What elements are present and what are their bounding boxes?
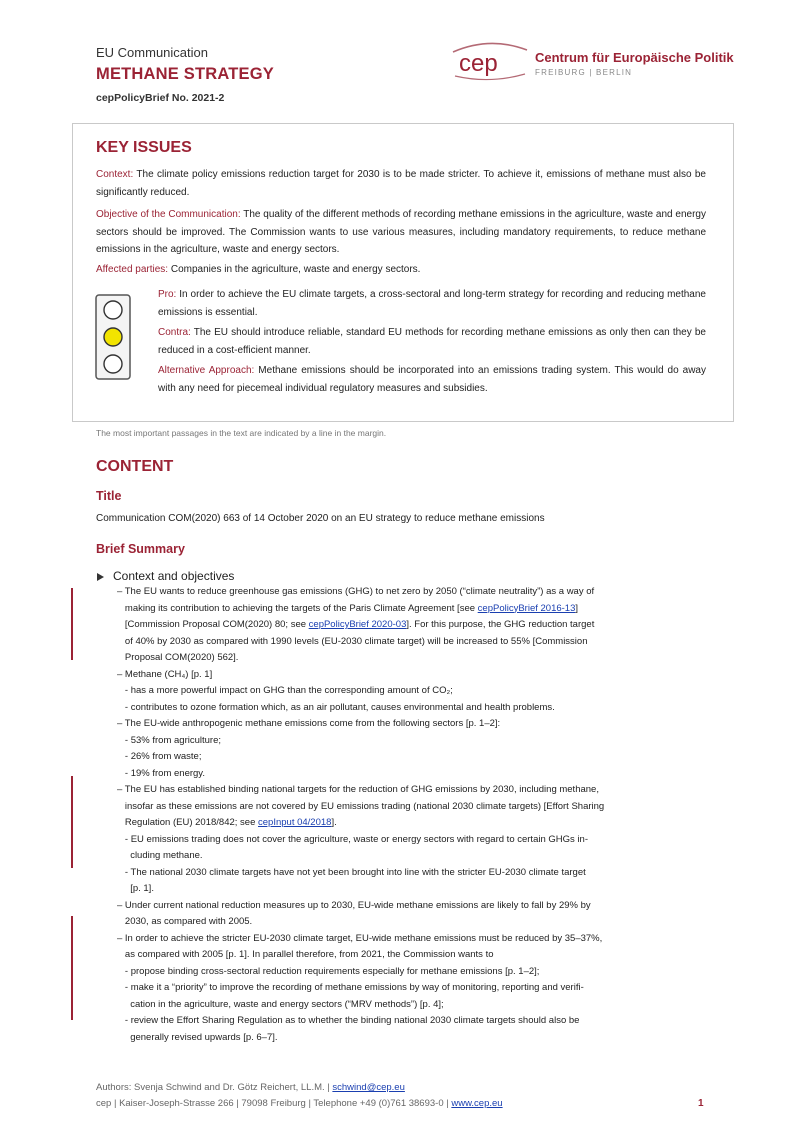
- summary-line: [117, 1013, 707, 1030]
- summary-line-text: insofar as these emissions are not covered by EU emissions trading (national 2030 climate targets) [Effort Sharing: [117, 800, 605, 812]
- summary-heading: Brief Summary: [96, 542, 185, 556]
- summary-line: [117, 601, 707, 618]
- summary-line-text: generally revised upwards [p. 6–7].: [117, 1031, 278, 1043]
- alternative-paragraph: [158, 362, 706, 397]
- footer-address: [96, 1098, 503, 1109]
- traffic-light-icon: [95, 294, 131, 380]
- summary-line-text: making its contribution to achieving the targets of the Paris Climate Agreement [see: [117, 602, 478, 614]
- title-text: Communication COM(2020) 663 of 14 October 2020 on an EU strategy to reduce methane emissions: [96, 513, 545, 524]
- context-objectives-heading: Context and objectives: [113, 569, 235, 583]
- footer-authors: [96, 1082, 405, 1093]
- reference-link[interactable]: cepPolicyBrief 2016-13: [477, 602, 576, 614]
- summary-line: [117, 733, 707, 750]
- summary-line: [117, 799, 707, 816]
- summary-line-text: – The EU has established binding national targets for the reduction of GHG emissions by 2030, including methane,: [117, 784, 599, 795]
- traffic-light-bottom: [104, 355, 122, 373]
- logo-text: cep: [459, 50, 498, 77]
- summary-line: [117, 914, 707, 931]
- document-series: EU Communication: [96, 45, 208, 60]
- summary-line: [117, 898, 707, 915]
- summary-line: [117, 650, 707, 667]
- traffic-light-top: [104, 301, 122, 319]
- summary-line-text: - contributes to ozone formation which, as an air pollutant, causes environmental and health problems.: [117, 701, 555, 713]
- context-text: The climate policy emissions reduction target for 2030 is to be made stricter. To achieve it, emissions of methane must also be significantly reduced.: [96, 169, 706, 198]
- pro-text: In order to achieve the EU climate targets, a cross-sectoral and long-term strategy for recording and reducing methane emissions is essential.: [158, 289, 706, 318]
- affected-paragraph: [96, 261, 706, 279]
- reference-link[interactable]: cepPolicyBrief 2020-03: [308, 619, 407, 630]
- key-issues-heading: KEY ISSUES: [96, 139, 192, 156]
- brief-number: cepPolicyBrief No. 2021-2: [96, 92, 225, 104]
- margin-line: [71, 916, 73, 1020]
- summary-line-text: - has a more powerful impact on GHG than the corresponding amount of CO₂;: [117, 685, 453, 696]
- summary-line: [117, 634, 707, 651]
- contra-paragraph: [158, 324, 706, 359]
- summary-line: [117, 832, 707, 849]
- summary-line-text: cation in the agriculture, waste and energy sectors (“MRV methods”) [p. 4];: [117, 998, 444, 1010]
- org-name: Centrum für Europäische Politik: [535, 50, 734, 65]
- authors-text: Authors: Svenja Schwind and Dr. Götz Reichert, LL.M. |: [96, 1082, 333, 1093]
- summary-line: [117, 980, 707, 997]
- summary-line: [117, 1030, 707, 1047]
- summary-line-text: [Commission Proposal COM(2020) 80; see: [117, 619, 309, 630]
- summary-line-text: of 40% by 2030 as compared with 1990 levels (EU-2030 climate target) will be increased to 55% [Commission: [117, 635, 588, 647]
- summary-line-text: – Under current national reduction measures up to 2030, EU-wide methane emissions are likely to fall by 29% by: [117, 899, 591, 911]
- title-heading: Title: [96, 489, 122, 503]
- objective-text: The quality of the different methods of recording methane emissions in the agriculture, waste and energy sectors should be improved. The Commission wants to use various measures, including mandatory requirements, to reduce methane emissions in the agriculture, waste and energy sectors.: [96, 209, 706, 255]
- objective-paragraph: [96, 206, 706, 259]
- margin-line: [71, 776, 73, 868]
- affected-text: Companies in the agriculture, waste and energy sectors.: [168, 264, 421, 275]
- summary-line-text: – The EU wants to reduce greenhouse gas emissions (GHG) to net zero by 2050 (“climate neutrality”) as a way of: [117, 586, 595, 597]
- summary-line-text: – The EU-wide anthropogenic methane emissions come from the following sectors [p. 1–2]:: [117, 718, 501, 729]
- summary-line-text: - The national 2030 climate targets have not yet been brought into line with the stricter EU-2030 climate target: [117, 866, 586, 878]
- summary-line-text: - 53% from agriculture;: [117, 734, 222, 746]
- summary-line-text: as compared with 2005 [p. 1]. In parallel therefore, from 2021, the Commission wants to: [117, 949, 494, 960]
- margin-line: [71, 588, 73, 660]
- summary-line: [117, 749, 707, 766]
- summary-line-text: ]: [575, 602, 579, 614]
- summary-line-text: [p. 1].: [117, 883, 154, 894]
- address-text: cep | Kaiser-Joseph-Strasse 266 | 79098 Freiburg | Telephone +49 (0)761 38693-0 |: [96, 1098, 452, 1109]
- traffic-light-middle: [104, 328, 122, 346]
- content-heading: CONTENT: [96, 458, 174, 475]
- summary-line: [117, 848, 707, 865]
- pro-paragraph: [158, 286, 706, 321]
- summary-line-text: Regulation (EU) 2018/842; see: [117, 817, 259, 828]
- page-number: 1: [698, 1098, 704, 1109]
- document-title: METHANE STRATEGY: [96, 65, 274, 83]
- affected-label: Affected parties:: [96, 264, 169, 275]
- summary-line: [117, 667, 707, 684]
- author-email-link[interactable]: schwind@cep.eu: [332, 1082, 405, 1093]
- alternative-label: Alternative Approach:: [158, 365, 255, 376]
- summary-line: [117, 683, 707, 700]
- summary-line-text: - review the Effort Sharing Regulation as to whether the binding national 2030 climate targets should also be: [117, 1015, 580, 1026]
- summary-line: [117, 782, 707, 799]
- summary-line-text: - propose binding cross-sectoral reduction requirements especially for methane emissions [p. 1–2];: [117, 965, 540, 977]
- summary-line-text: Proposal COM(2020) 562].: [117, 652, 239, 663]
- summary-line: [117, 881, 707, 898]
- context-paragraph: [96, 166, 706, 201]
- summary-line: [117, 716, 707, 733]
- summary-line: [117, 815, 707, 832]
- reference-link[interactable]: cepInput 04/2018: [258, 817, 332, 828]
- summary-line: [117, 964, 707, 981]
- summary-line-text: ].: [331, 817, 337, 828]
- summary-line-text: - EU emissions trading does not cover the agriculture, waste or energy sectors with regard to certain GHGs in-: [117, 833, 588, 845]
- pro-label: Pro:: [158, 289, 177, 300]
- summary-line-text: cluding methane.: [117, 850, 203, 861]
- objective-label: Objective of the Communication:: [96, 209, 241, 220]
- summary-line: [117, 997, 707, 1014]
- context-label: Context:: [96, 169, 134, 180]
- summary-line: [117, 617, 707, 634]
- summary-line: [117, 931, 707, 948]
- summary-body: [117, 584, 707, 1046]
- triangle-bullet-icon: [97, 573, 105, 581]
- summary-line: [117, 584, 707, 601]
- org-cities: FREIBURG | BERLIN: [535, 68, 633, 77]
- summary-line-text: 2030, as compared with 2005.: [117, 916, 253, 927]
- summary-line-text: - 26% from waste;: [117, 751, 202, 762]
- summary-line: [117, 947, 707, 964]
- summary-line-text: – Methane (CH₄) [p. 1]: [117, 668, 213, 680]
- summary-line: [117, 700, 707, 717]
- summary-line-text: ]. For this purpose, the GHG reduction target: [406, 619, 595, 630]
- summary-line: [117, 865, 707, 882]
- summary-line-text: - make it a “priority” to improve the recording of methane emissions by way of monitoring, reporting and verifi-: [117, 982, 584, 993]
- alternative-text: Methane emissions should be incorporated into an emissions trading system. This would do away with any need for piecemeal individual regulatory measures and subsidies.: [158, 365, 706, 394]
- summary-line-text: – In order to achieve the stricter EU-2030 climate target, EU-wide methane emissions must be reduced by 35–37%,: [117, 932, 603, 944]
- summary-line-text: - 19% from energy.: [117, 767, 205, 779]
- contra-label: Contra:: [158, 327, 191, 338]
- summary-line: [117, 766, 707, 783]
- contra-text: The EU should introduce reliable, standard EU methods for recording methane emissions as only then can they be reduced in a cost-efficient manner.: [158, 327, 706, 356]
- margin-note: The most important passages in the text are indicated by a line in the margin.: [96, 428, 387, 438]
- website-link[interactable]: www.cep.eu: [451, 1098, 503, 1109]
